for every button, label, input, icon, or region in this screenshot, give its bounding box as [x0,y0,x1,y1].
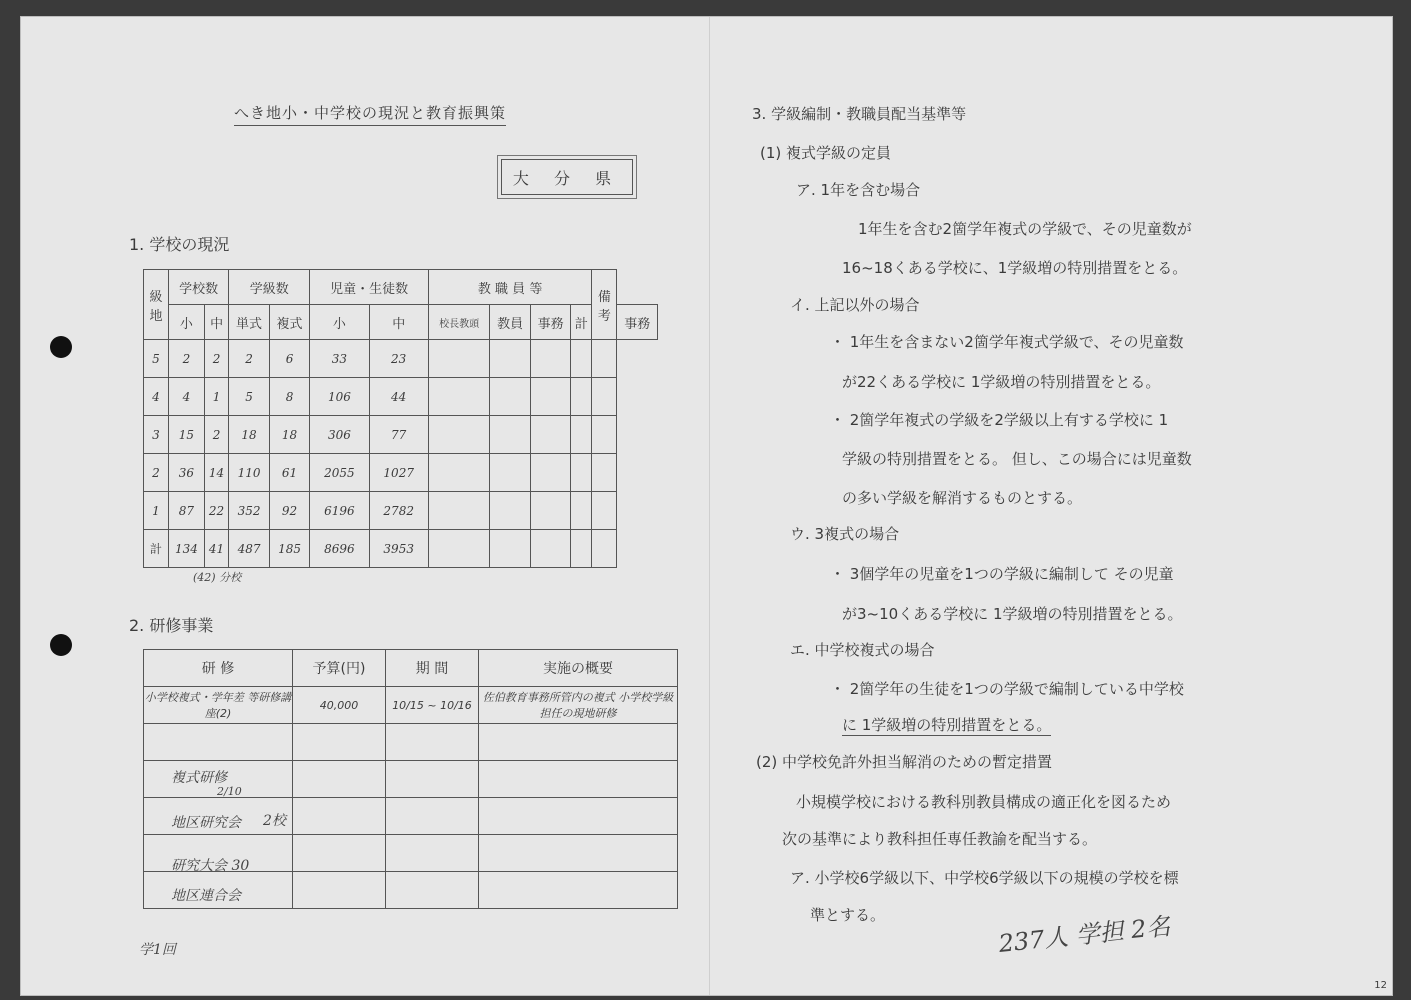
cell: 8 [269,378,310,416]
cell: 小学校複式・学年差 等研修講座(2) [144,687,293,724]
margin-note: 研究大会 30 [171,858,250,874]
table-row [144,454,658,492]
text-line: ・ 1年生を含まない2箇学年複式学級で、その児童数 [830,333,1184,351]
cell [571,340,592,378]
cell [428,340,490,378]
cell: 佐伯教育事務所管内の複式 小学校学級担任の現地研修 [479,687,678,724]
text-line: の多い学級を解消するものとする。 [842,489,1083,507]
sub-header: 中 [369,305,428,340]
cell [293,798,386,835]
col-header: 備考 [592,270,617,340]
cell: 6196 [310,492,369,530]
margin-note: 地区研究会 [171,815,241,831]
text-line: (2) 中学校免許外担当解消のための暫定措置 [756,753,1053,771]
col-header: 研 修 [144,650,293,687]
cell [386,761,479,798]
cell: 3 [144,416,169,454]
col-header: 教 職 員 等 [428,270,592,305]
table-row [144,378,658,416]
sub-header: 複式 [269,305,310,340]
cell [490,530,531,568]
cell: 110 [229,454,270,492]
cell [293,724,386,761]
cell: 92 [269,492,310,530]
cell [293,835,386,872]
cell: 4 [169,378,205,416]
cell [571,454,592,492]
cell [479,798,678,835]
cell [144,724,293,761]
sub-header: 事務 [617,305,658,340]
margin-note: 2校 [263,813,286,829]
section1-heading: 1. 学校の現況 [129,235,230,254]
cell: 185 [269,530,310,568]
table-header-row [144,650,678,687]
document-title: へき地小・中学校の現況と教育振興策 [234,102,506,126]
cell: 106 [310,378,369,416]
cell [490,454,531,492]
table-subheader-row [144,305,658,340]
text-line: (1) 複式学級の定員 [760,144,892,162]
cell [592,378,617,416]
page-number: 12 [1374,980,1387,991]
cell [386,798,479,835]
cell [428,454,490,492]
sub-header: 校長教頭 [428,305,490,340]
cell: 15 [169,416,205,454]
col-header: 学校数 [169,270,229,305]
sub-header: 単式 [229,305,270,340]
section3-heading: 3. 学級編制・教職員配当基準等 [752,105,967,123]
cell [592,340,617,378]
cell [530,416,571,454]
text-line: 学級の特別措置をとる。 但し、この場合には児童数 [842,450,1192,468]
cell [592,492,617,530]
cell [479,724,678,761]
sub-header: 教員 [490,305,531,340]
cell [592,530,617,568]
cell: 5 [229,378,270,416]
cell [592,416,617,454]
cell [428,492,490,530]
handwritten-note: (42) 分校 [193,571,242,584]
col-header: 期 間 [386,650,479,687]
cell [479,835,678,872]
section2-heading: 2. 研修事業 [129,616,214,635]
cell [571,378,592,416]
text-line: エ. 中学校複式の場合 [790,641,935,659]
table-total-row [144,530,658,568]
text-line: 1年生を含む2箇学年複式の学級で、その児童数が [858,220,1192,238]
cell [530,492,571,530]
cell [490,378,531,416]
cell: 1027 [369,454,428,492]
sub-header: 計 [571,305,592,340]
cell [428,416,490,454]
cell [293,872,386,909]
text-line: 準とする。 [810,906,886,924]
cell [530,340,571,378]
cell [479,761,678,798]
text-line: ウ. 3複式の場合 [790,525,900,543]
cell [571,416,592,454]
cell: 87 [169,492,205,530]
text-line: 小規模学校における教科別教員構成の適正化を図るため [796,793,1172,811]
text-line: ア. 1年を含む場合 [796,181,921,199]
sub-header: 中 [204,305,228,340]
table-header-row [144,270,658,305]
margin-note: 学1回 [139,942,176,958]
table-row [144,724,678,761]
cell [428,378,490,416]
cell: 1 [204,378,228,416]
margin-note: 2/10 [217,785,242,798]
col-header: 予算(円) [293,650,386,687]
cell [428,530,490,568]
col-header: 学級数 [229,270,310,305]
margin-note: 複式研修 [171,770,227,786]
text-line: 次の基準により教科担任専任教諭を配当する。 [782,830,1098,848]
col-header: 実施の概要 [479,650,678,687]
cell [530,378,571,416]
left-page [21,17,709,995]
text-line: ・ 3個学年の児童を1つの学級に編制して その児童 [830,565,1174,583]
text-line: ・ 2箇学年複式の学級を2学級以上有する学校に 1 [830,411,1169,429]
cell [530,530,571,568]
cell: 6 [269,340,310,378]
cell: 61 [269,454,310,492]
cell [592,454,617,492]
sub-header: 事務 [530,305,571,340]
cell: 306 [310,416,369,454]
cell: 134 [169,530,205,568]
cell: 2 [144,454,169,492]
cell: 4 [144,378,169,416]
binder-hole [50,336,72,358]
right-page [709,17,1393,995]
margin-note: 地区連合会 [171,888,241,904]
cell [490,492,531,530]
cell [490,340,531,378]
cell: 36 [169,454,205,492]
cell: 352 [229,492,270,530]
text-line: が3~10くある学校に 1学級増の特別措置をとる。 [842,605,1183,623]
cell [386,872,479,909]
cell: 41 [204,530,228,568]
cell: 2 [229,340,270,378]
table-row [144,340,658,378]
prefecture-box: 大 分 県 [501,159,633,195]
col-header: 級地 [144,270,169,340]
text-line: イ. 上記以外の場合 [790,296,920,314]
handwritten-note: 237人 学担 2名 [997,912,1172,958]
cell: 2 [204,340,228,378]
cell: 18 [229,416,270,454]
text-line: に 1学級増の特別措置をとる。 [842,716,1052,734]
cell: 14 [204,454,228,492]
cell: 22 [204,492,228,530]
cell: 77 [369,416,428,454]
cell: 2782 [369,492,428,530]
text-line: ・ 2箇学年の生徒を1つの学級で編制している中学校 [830,680,1184,698]
cell: 44 [369,378,428,416]
cell [386,835,479,872]
cell: 8696 [310,530,369,568]
cell: 2055 [310,454,369,492]
cell [571,530,592,568]
cell: 487 [229,530,270,568]
school-status-table [143,269,658,568]
cell [479,872,678,909]
scanned-paper [20,16,1393,996]
text-line: ア. 小学校6学級以下、中学校6学級以下の規模の学校を標 [790,869,1179,887]
cell: 23 [369,340,428,378]
cell: 33 [310,340,369,378]
cell [530,454,571,492]
col-header: 児童・生徒数 [310,270,429,305]
table-row [144,687,678,724]
cell [490,416,531,454]
sub-header: 小 [169,305,205,340]
sub-header: 小 [310,305,369,340]
cell: 18 [269,416,310,454]
cell: 5 [144,340,169,378]
table-row [144,492,658,530]
cell: 2 [204,416,228,454]
cell: 計 [144,530,169,568]
cell: 2 [169,340,205,378]
cell: 1 [144,492,169,530]
cell: 3953 [369,530,428,568]
cell [571,492,592,530]
cell [293,761,386,798]
cell: 10/15 ~ 10/16 [386,687,479,724]
text-line: が22くある学校に 1学級増の特別措置をとる。 [842,373,1161,391]
table-row [144,416,658,454]
cell [386,724,479,761]
cell: 40,000 [293,687,386,724]
binder-hole [50,634,72,656]
text-line: 16~18くある学校に、1学級増の特別措置をとる。 [842,259,1188,277]
